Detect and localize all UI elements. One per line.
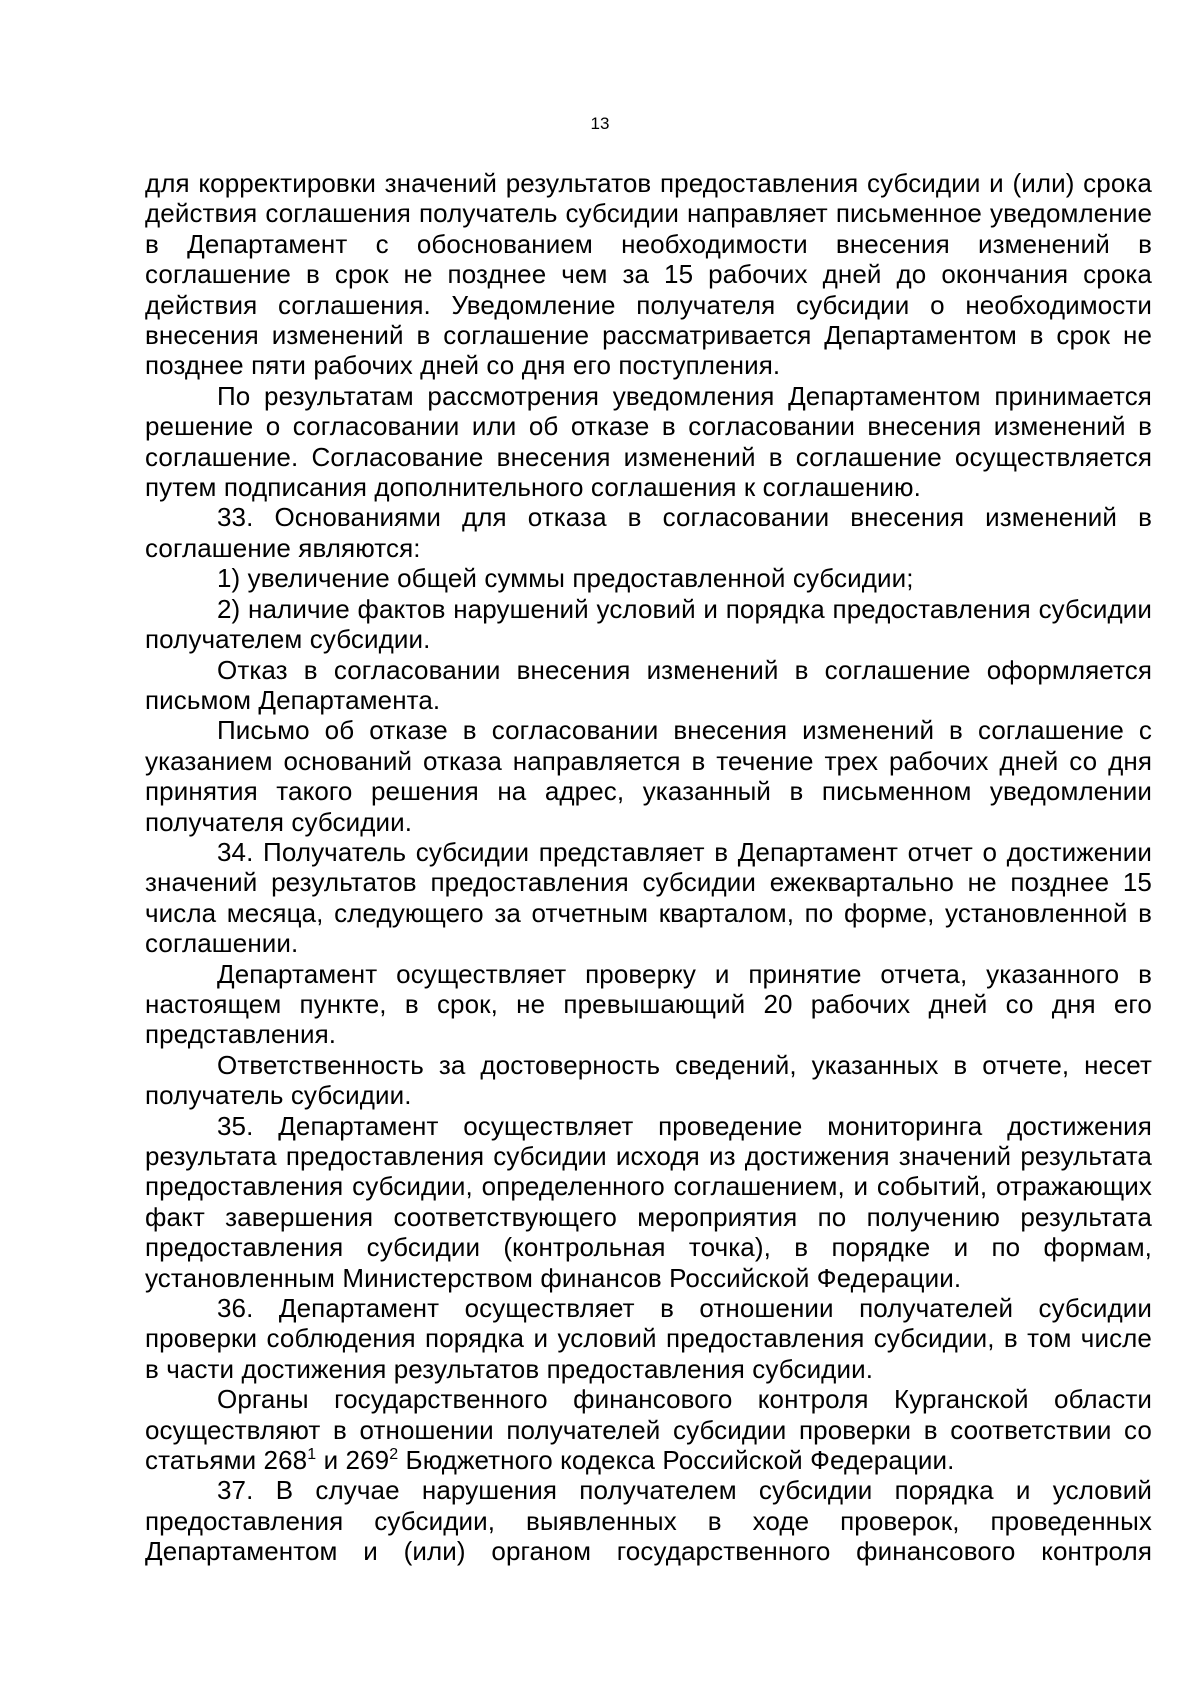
- page-number: 13: [590, 114, 610, 133]
- list-item-33-2: 2) наличие фактов нарушений условий и порядка предоставления субсидии получателем субсидии.: [145, 593, 1152, 655]
- superscript-1: 1: [307, 1446, 317, 1464]
- paragraph-responsibility: Ответственность за достоверность сведений, указанных в отчете, несет получатель субсидии.: [145, 1049, 1152, 1111]
- control-text-before: Органы государственного финансового контроля Курганской области осуществляют в отношении получателей субсидии проверки в соответствии со статьями 268: [145, 1384, 1152, 1476]
- list-item-33-1: 1) увеличение общей суммы предоставленной субсидии;: [217, 563, 914, 594]
- paragraph-notification-deadline: для корректировки значений результатов предоставления субсидии и (или) срока действия соглашения получатель субсидии направляет письменное уведомление в Департамент с обоснованием необходимости внесения изменений в соглашение в срок не позднее чем за 15 рабочих дней до окончания срока действия соглашения. Уведомление получателя субсидии о необходимости внесения изменений в соглашение рассматривается Департаментом в срок не позднее пяти рабочих дней со дня его поступления.: [145, 168, 1152, 381]
- paragraph-item-36: 36. Департамент осуществляет в отношении получателей субсидии проверки соблюдения порядка и условий предоставления субсидии, в том числе в части достижения результатов предоставления субсидии.: [145, 1293, 1152, 1384]
- paragraph-refusal-form: Отказ в согласовании внесения изменений в соглашение оформляется письмом Департамента.: [145, 654, 1152, 715]
- paragraph-review-result: По результатам рассмотрения уведомления Департаментом принимается решение о согласовании или об отказе в согласовании внесения изменений в соглашение. Согласование внесения изменений в соглашение осуществляется путем подписания дополнительного соглашения к соглашению.: [145, 380, 1152, 503]
- paragraph-item-35: 35. Департамент осуществляет проведение мониторинга достижения результата предоставления субсидии исходя из достижения значений результата предоставления субсидии, определенного соглашением, и событий, отражающих факт завершения соответствующего мероприятия по получению результата предоставления субсидии (контрольная точка), в порядке и по формам, установленным Министерством финансов Российской Федерации.: [145, 1110, 1152, 1293]
- control-text-after: Бюджетного кодекса Российской Федерации.: [398, 1445, 955, 1476]
- paragraph-item-37: 37. В случае нарушения получателем субсидии порядка и условий предоставления субсидии, выявленных в ходе проверок, проведенных Департаментом и (или) органом государственного финансового контроля: [145, 1475, 1152, 1567]
- document-body: [145, 168, 1152, 1567]
- control-text-middle: и 269: [316, 1445, 390, 1476]
- paragraph-report-check: Департамент осуществляет проверку и принятие отчета, указанного в настоящем пункте, в срок, не превышающий 20 рабочих дней со дня его представления.: [145, 958, 1152, 1050]
- paragraph-refusal-letter: Письмо об отказе в согласовании внесения изменений в соглашение с указанием оснований отказа направляется в течение трех рабочих дней со дня принятия такого решения на адрес, указанный в письменном уведомлении получателя субсидии.: [145, 715, 1152, 837]
- paragraph-item-33: 33. Основаниями для отказа в согласовании внесения изменений в соглашение являются:: [145, 502, 1152, 563]
- superscript-2: 2: [389, 1446, 399, 1464]
- paragraph-financial-control: [145, 1384, 1152, 1475]
- paragraph-item-34: 34. Получатель субсидии представляет в Департамент отчет о достижении значений результатов предоставления субсидии ежеквартально не позднее 15 числа месяца, следующего за отчетным кварталом, по форме, установленной в соглашении.: [145, 836, 1152, 959]
